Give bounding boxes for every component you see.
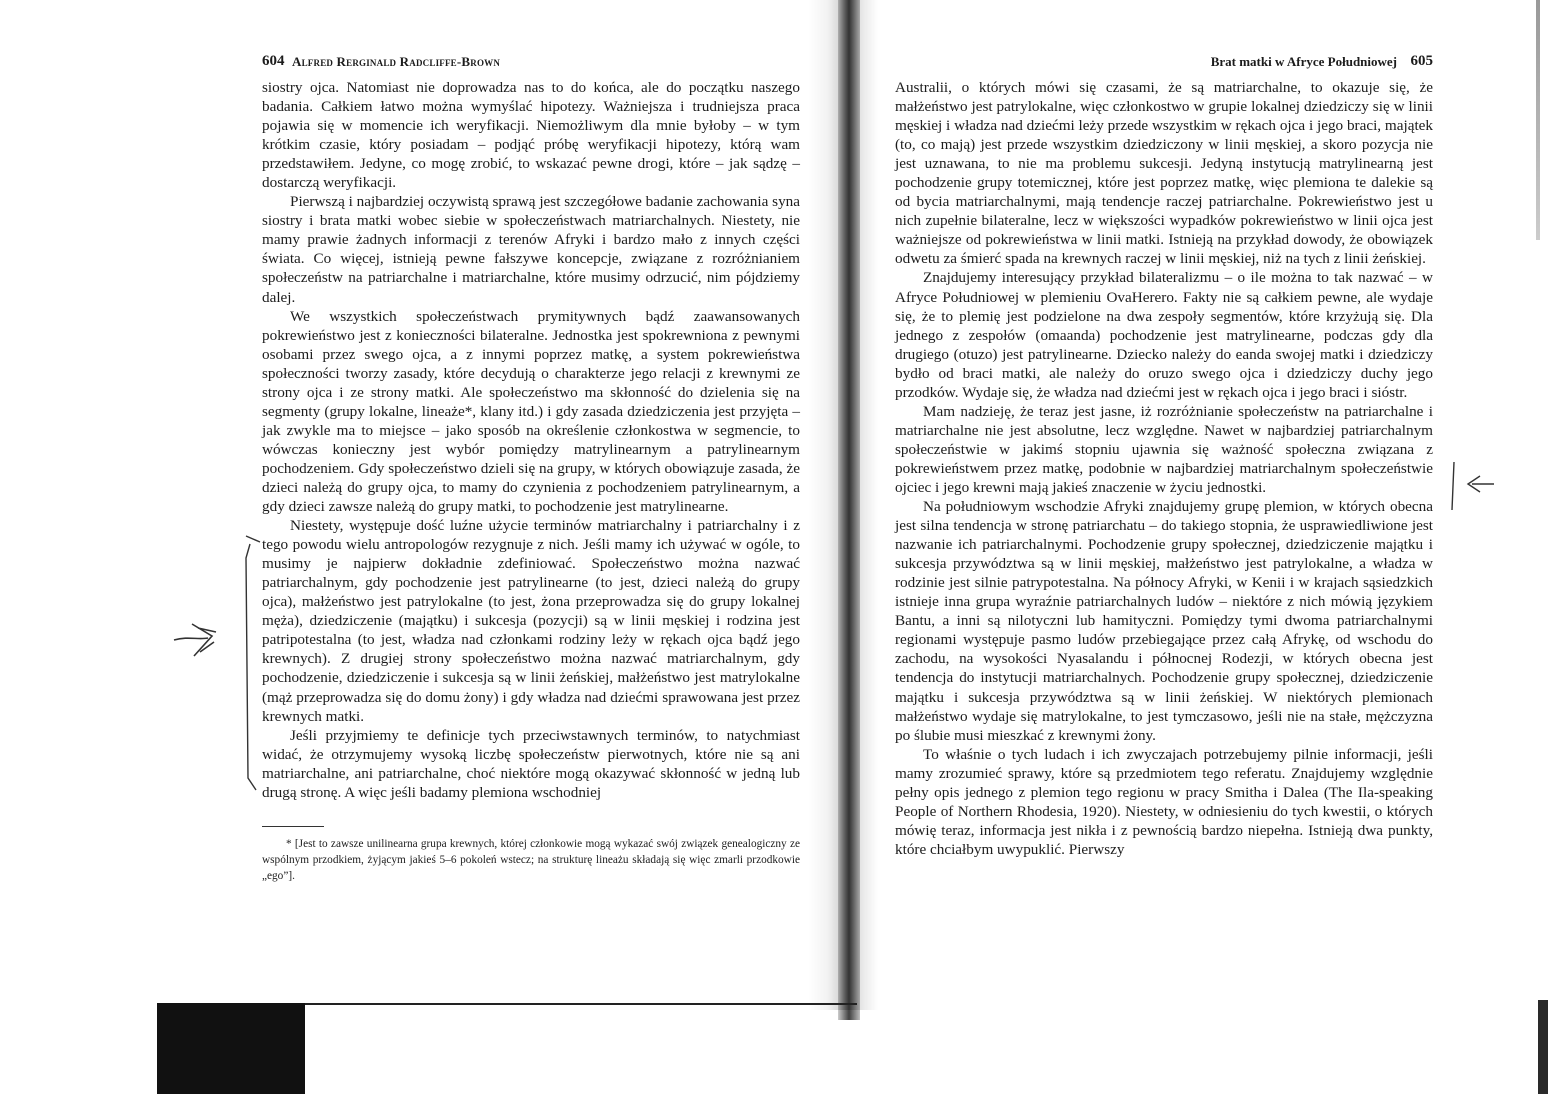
- right-page: [895, 48, 1433, 859]
- handwritten-margin-marks: [168, 528, 264, 798]
- page-number-left: 604: [262, 53, 285, 69]
- book-spine: [838, 0, 860, 1020]
- paragraph: siostry ojca. Natomiast nie doprowadza nas to do końca, ale do początku naszego badania. Całkiem łatwo można wymyślać hipotezy. Ważniejsza i trudniejsza praca pojawia się w momencie ich weryfikacji. Niemożliwym dla mnie byłoby – w tym krótkim czasie, który posiadam – podjąć próbę weryfikacji hipotezy, którą wam przedstawiłem. Jedyne, co mogę zrobić, to wskazać pewne drogi, które – jak sądzę – dostarczą weryfikacji.: [262, 79, 800, 192]
- footnote: * [Jest to zawsze unilinearna grupa krewnych, której członkowie mogą wykazać swój związek genealogiczny ze wspólnym przodkiem, żyjącym jakieś 5–6 pokoleń wstecz; na strukturę lineażu składają się więc zmarli przodkowie „ego”].: [262, 837, 800, 882]
- scan-right-edge-mark: [1538, 1000, 1548, 1094]
- paragraph: Jeśli przyjmiemy te definicje tych przeciwstawnych terminów, to natychmiast widać, że otrzymujemy wysoką liczbę społeczeństw pierwotnych, które nie są ani matriarchalne, ani patriarchalne, choć niektóre mogą okazywać skłonność w jedną lub drugą stronę. A więc jeśli badamy plemiona wschodniej: [262, 726, 800, 801]
- running-head-author: Alfred Rerginald Radcliffe-Brown: [292, 54, 501, 69]
- paragraph: Niestety, występuje dość luźne użycie terminów matriarchalny i patriarchalny i z tego powodu wielu antropologów rezygnuje z nich. Jeśli mamy ich używać w ogóle, to musimy je najpierw dokładnie zdefiniować. Społeczeństwo można nazwać patriarchalnym, gdy pochodzenie jest patrylinearne (to jest, dzieci należą do grupy ojca), małżeństwo jest patrylokalne (to jest, żona przeprowadza się do grupy lokalnej męża), dziedziczenie (majątku) i sukcesja (pozycji) są w linii męskiej i rodzina jest patripotestalna (to jest, władza nad członkami rodziny leży w rękach ojca bądź jego krewnych). Z drugiej strony społeczeństwo można nazwać matriarchalnym, gdy pochodzenie, dziedziczenie i sukcesja są w linii żeńskiej, małżeństwo jest matrylokalne (mąż przeprowadza się do domu żony) i gdy władza nad dziećmi sprawowana jest przez krewnych matki.: [262, 517, 800, 725]
- paragraph: Pierwszą i najbardziej oczywistą sprawą jest szczegółowe badanie zachowania syna siostry i brata matki wobec siebie w społeczeństwach matriarchalnych. Niestety, nie mamy prawie żadnych informacji z terenów Afryki i bardzo mało z innych części świata. Co więcej, istnieją pewne fałszywe koncepcje, związane z rozróżnianiem społeczeństw na patriarchalne i matriarchalne, które musimy odrzucić, nim pójdziemy dalej.: [262, 193, 800, 306]
- left-body-text: [262, 78, 800, 802]
- left-page: [262, 48, 800, 884]
- right-body-text: [895, 78, 1433, 859]
- running-head-title: Brat matki w Afryce Południowej: [1210, 54, 1397, 69]
- right-running-head: [895, 48, 1433, 78]
- left-running-head: [262, 48, 800, 78]
- paragraph: Mam nadzieję, że teraz jest jasne, iż rozróżnianie społeczeństw na patriarchalne i matriarchalne nie jest absolutne, lecz względne. Nawet w najbardziej patriarchalnym społeczeństwie w jakimś stopniu ujawnia się ważność społeczna związana z pokrewieństwem przez matkę, podobnie w najbardziej matriarchalnym społeczeństwie ojciec i jego krewni mają jakieś znaczenie w życiu jednostki.: [895, 402, 1433, 496]
- scan-right-edge: [1536, 0, 1540, 240]
- paragraph: Znajdujemy interesujący przykład bilateralizmu – o ile można to tak nazwać – w Afryce Południowej w plemieniu OvaHerero. Fakty nie są całkiem pewne, ale wydaje się, że to plemię jest podzielone na dwa zespoły segmentów, które krzyżują się. Dla jednego z zespołów (omaanda) pochodzenie jest matrylinearne, podczas gdy dla drugiego (otuzo) jest patrylinearne. Dziecko należy do eanda swojej matki i dziedziczy bydło od braci matki, ale należy do oruzo swego ojca i dziedziczy duchy jego przodków. Wydaje się, że władza nad dziećmi jest w rękach ojca i jego braci i sióstr.: [895, 269, 1433, 401]
- scan-black-block: [157, 1003, 305, 1094]
- paragraph: Na południowym wschodzie Afryki znajdujemy grupę plemion, w których obecna jest silna tendencja w stronę patriarchatu – do takiego stopnia, że usprawiedliwione jest nazwanie ich patriarchalnymi. Pochodzenie grupy społecznej, dziedziczenie majątku i sukcesja przywództwa są w linii męskiej, małżeństwo jest patrylokalne, a władza w rodzinie jest silnie patrypotestalna. Na północy Afryki, w Kenii i w krajach sąsiedzkich istnieje inna grupa wyraźnie patriarchalnych ludów – niektóre z nich mówią językiem Bantu, a inni są nilotyczni lub hamityczni. Pomiędzy tymi dwoma patriarchalnymi regionami występuje pasmo ludów przebiegające przez całą Afrykę, od wschodu do zachodu, na wysokości Nyasalandu i północnej Rodezji, w których obecna jest tendencja do instytucji matriarchalnych. Pochodzenie grupy społecznej, dziedziczenie majątku i sukcesja przywództwa są w linii żeńskiej. W niektórych plemionach małżeństwo wydaje się matrylokalne, to jest tymczasowo, jeśli nie na stałe, mężczyzna po ślubie musi mieszkać z krewnymi żony.: [895, 498, 1433, 744]
- paragraph: We wszystkich społeczeństwach prymitywnych bądź zaawansowanych pokrewieństwo jest z konieczności bilateralne. Jednostka jest spokrewniona z pewnymi osobami przez swego ojca, a z innymi poprzez matkę, a system pokrewieństwa społeczności tworzy zasady, które decydują o charakterze jego relacji z krewnymi ze strony ojca i ze strony matki. Ale społeczeństwo ma skłonność do dzielenia się na segmenty (grupy lokalne, lineaże*, klany itd.) i gdy zasada dziedziczenia jest przyjęta – jak zwykle ma to miejsce – jako sposób na określenie członkostwa w segmencie, to wówczas konieczny jest wybór pomiędzy matrylinearnym a patrylinearnym pochodzeniem. Gdy społeczeństwo dzieli się na grupy, w których obowiązuje zasada, że dzieci należą do grupy ojca, to mamy do czynienia z pochodzeniem patrylinearnym, a gdy dzieci zawsze należą do grupy matki, to pochodzenie jest matrylinearne.: [262, 307, 800, 516]
- footnote-rule: [262, 826, 324, 827]
- page-number-right: 605: [1410, 53, 1433, 69]
- handwritten-arrow-mark: [1448, 458, 1498, 518]
- paragraph: To właśnie o tych ludach i ich zwyczajach potrzebujemy pilnie informacji, jeśli mamy zrozumieć sprawy, które są przedmiotem tego referatu. Znajdujemy względnie pełny opis jednego z plemion tego regionu w pracy Smitha i Dalea (The Ila-speaking People of Northern Rhodesia, 1920). Niestety, w odniesieniu do tych kwestii, o których mówię teraz, informacja jest nikła i z pewnością bardzo niepełna. Istnieją dwa punkty, które chciałbym uwypuklić. Pierwszy: [895, 745, 1433, 858]
- paragraph: Australii, o których mówi się czasami, że są matriarchalne, to okazuje się, że małżeństwo jest patrylokalne, więc członkostwo w grupie lokalnej dziedziczy się w linii męskiej i władza nad dziećmi leży przede wszystkim w rękach ojca i jego braci, majątek (to, co mają) jest przede wszystkim dziedziczony w linii męskiej, a skoro pozycja nie jest uznawana, to nie ma problemu sukcesji. Jedyną instytucją matrylinearną jest pochodzenie grupy totemicznej, które jest poprzez matkę, więc plemiona te dalekie są od bycia matriarchalnymi, mają tendencje raczej patriarchalne. Pokrewieństwo jest u nich zupełnie bilateralne, lecz w większości wypadków pokrewieństwo w linii ojca jest ważniejsze od pokrewieństwa w linii matki. Istnieją na przykład dowody, że obowiązek odwetu za śmierć spada na krewnych raczej w linii męskiej, niż na tych z linii żeńskiej.: [895, 79, 1433, 268]
